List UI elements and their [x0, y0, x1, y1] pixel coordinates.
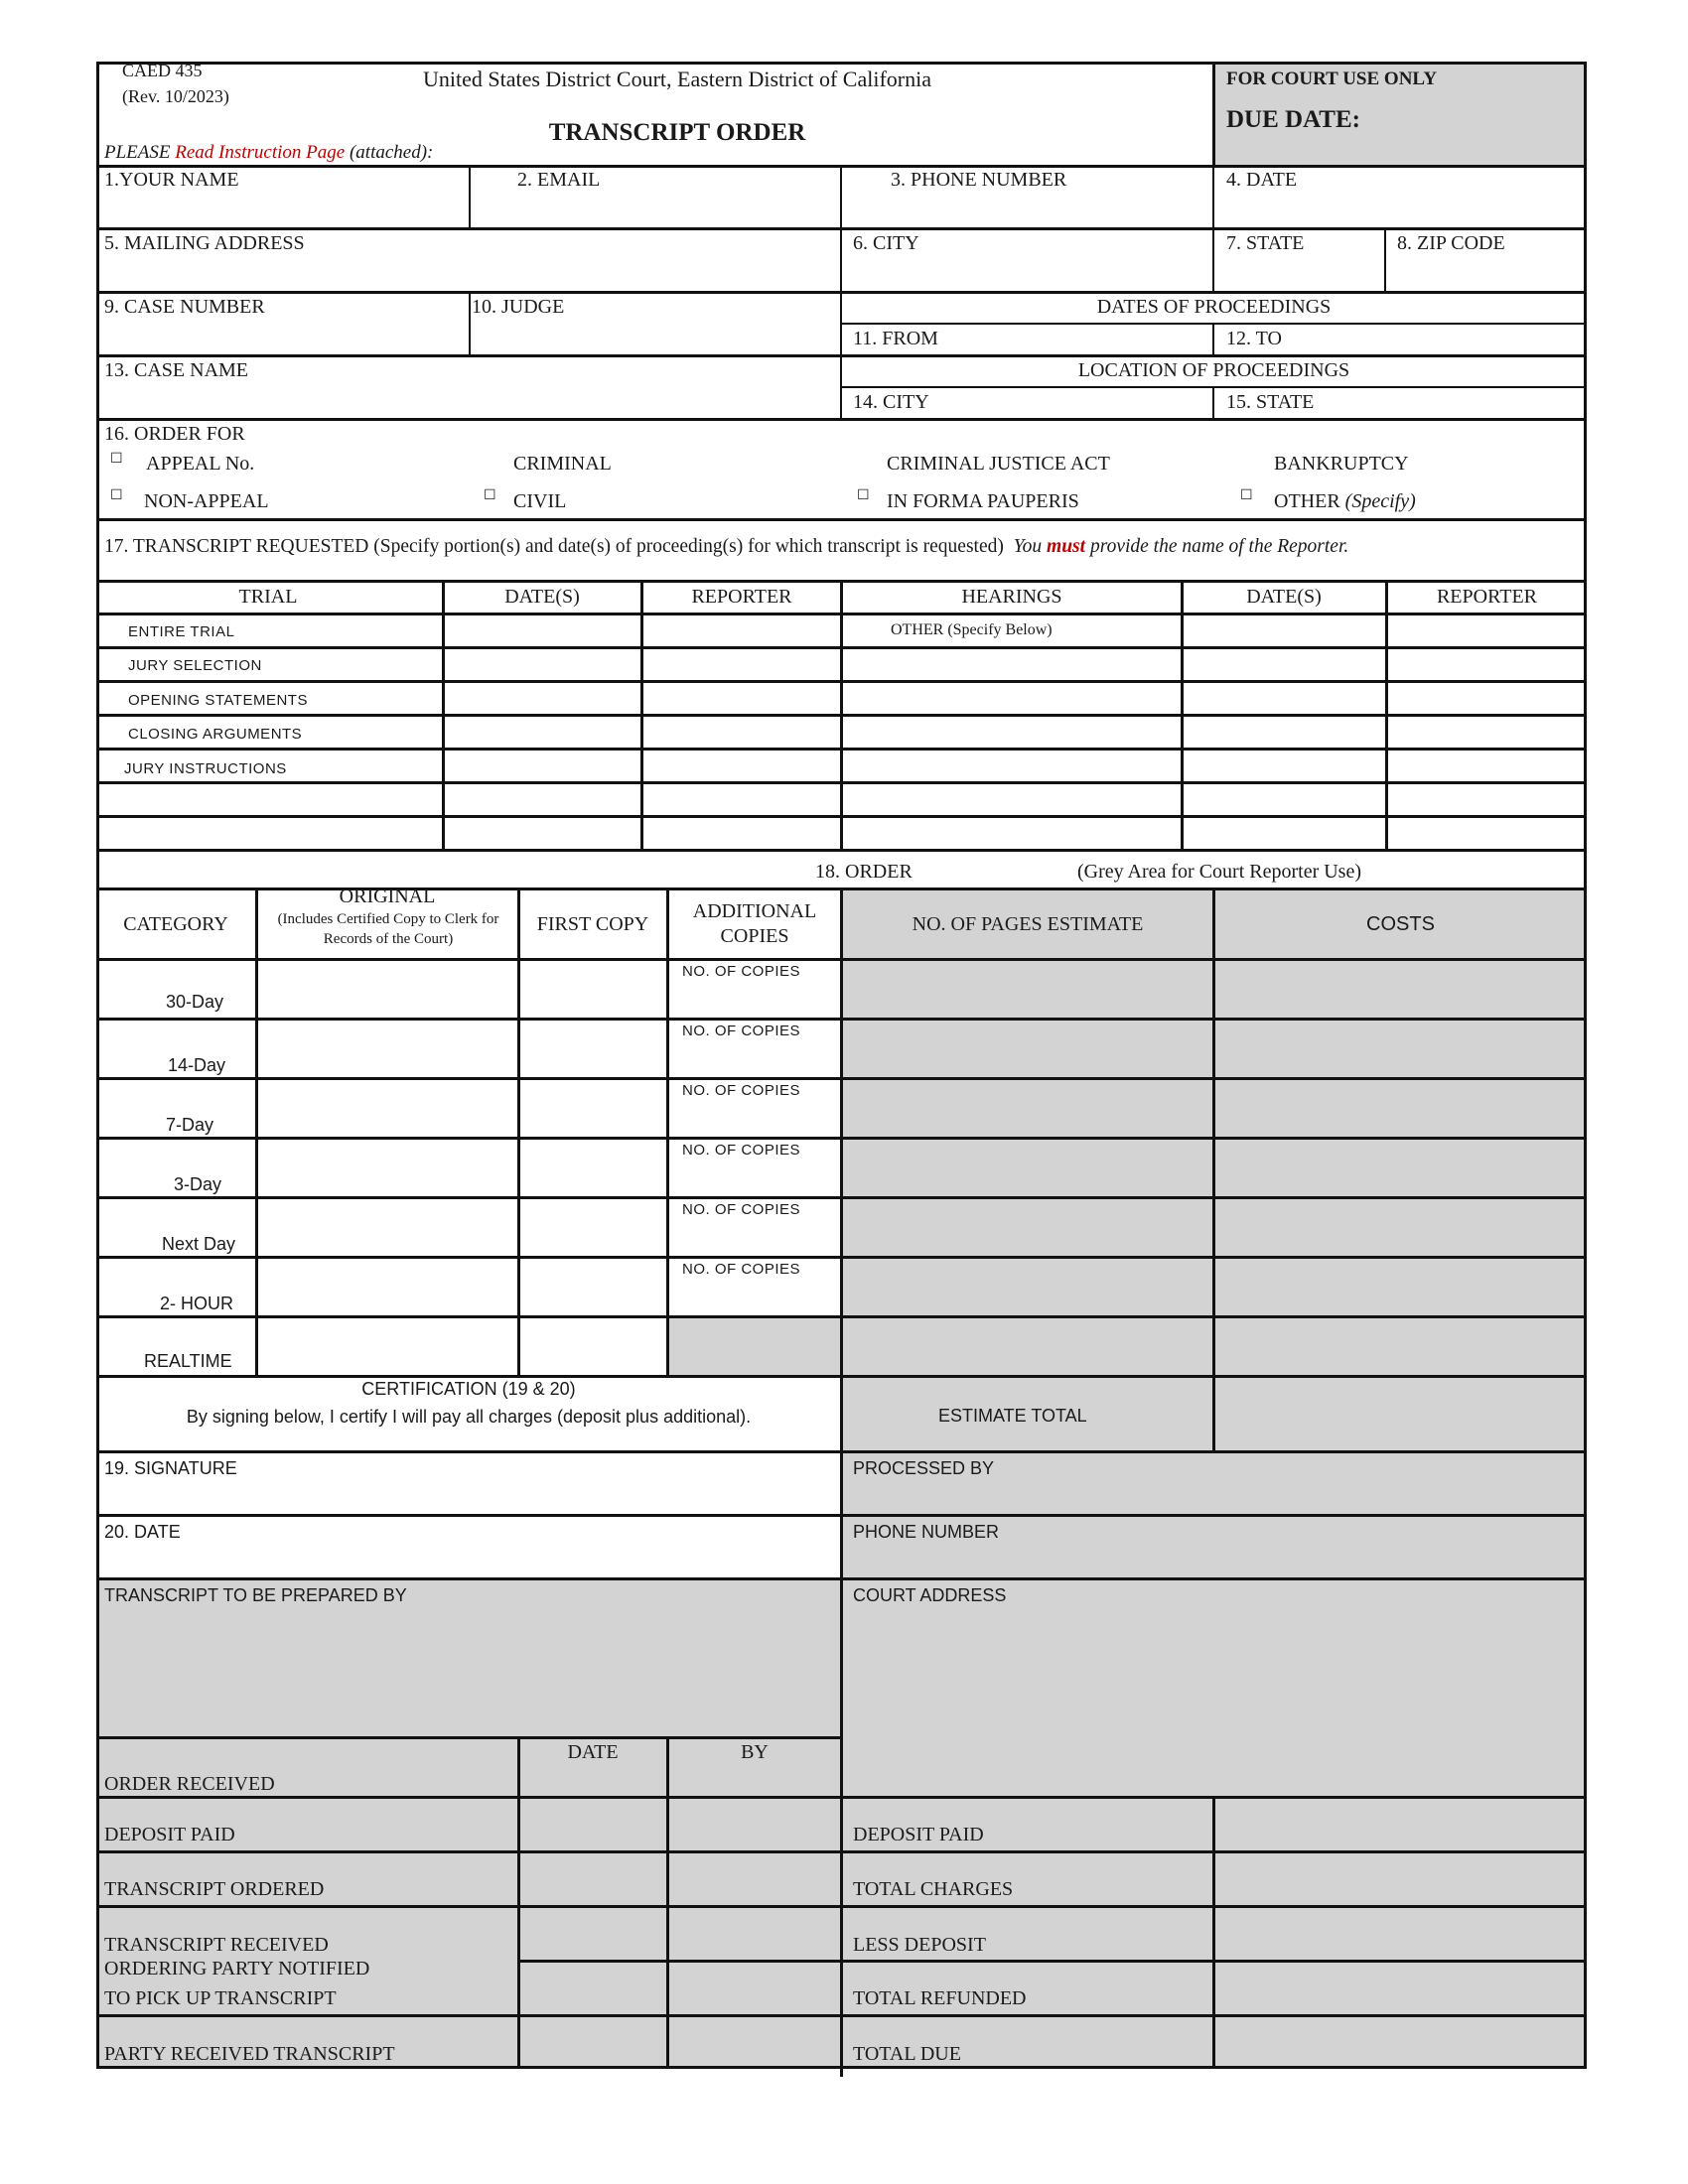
order-for-bankruptcy[interactable]: BANKRUPTCY — [1274, 453, 1409, 475]
signature-field[interactable] — [106, 1481, 831, 1511]
location-city-label: 14. CITY — [853, 391, 929, 413]
order-for-criminal[interactable]: CRIMINAL — [513, 453, 612, 475]
grey-area-note: (Grey Area for Court Reporter Use) — [1077, 861, 1362, 883]
hearings-reporter-header: REPORTER — [1436, 586, 1538, 608]
transcript-order-form: CAED 435 (Rev. 10/2023) United States District Court, Eastern District of California TRANSCRIPT ORDER PLEASE Read Instruction Page (attached): FOR COURT USE ONLY DUE DATE: 1.YOUR NAME 2. EMAIL 3. PHONE NUMBER 4. DATE 5. MAILING ADDRESS 6. CITY 7. STATE 8. ZIP CODE 9. CASE NUMBER 10. JUDGE DATES OF PROCEEDINGS 11. FROM 12. TO 13. CASE NAME LOCATION OF PROCEEDINGS 14. CITY 15. STATE 16. ORDER FOR ☐ APPEAL No. CRIMINAL CRIMINAL JUSTICE ACT BANKRUPTCY ☐ NON-APPEAL ☐ CIVIL ☐ IN FORMA PAUPERIS ☐ OTHER (Specify) 17. TRANSCRIPT REQUESTED (Specify portion(s) and date(s) of proceeding(s) for which transcript is requested) You must provide the name of the Reporter. TRIAL DATE(S) REPORTER HEARINGS DATE(S) REPORTER ENTIRE TRIAL JURY SELECTION OPENING STATEMENTS CLOSING ARGUMENTS JURY INSTRUCTIONS OTHER (Specify Below) 18. ORDER (Grey Area for Court Reporter Use) CATEGORY ORIGINAL (Includes Certified Copy to Clerk for Records of the Court) FIRST COPY ADDITIONAL COPIES NO. OF PAGES ESTIMATE COSTS 30-Day 14-Day 7-Day 3-Day Next Day 2- HOUR REALTIME NO. OF COPIES NO. OF COPIES NO. OF COPIES NO. OF COPIES NO. OF COPIES NO. OF COPIES CERTIFICATION (19 & 20) By signing below, I certify I will pay all charges (deposit plus additional). ESTIMATE TOTAL 19. SIGNATURE PROCESSED BY 20. DATE PHONE NUMBER TRANSCRIPT TO BE PREPARED BY COURT ADDRESS DATE BY ORDER RECEIVED DEPOSIT PAID TRANSCRIPT ORDERED TRANSCRIPT RECEIVED ORDERING PARTY NOTIFIED TO PICK UP TRANSCRIPT PARTY RECEIVED TRANSCRIPT DEPOSIT PAID TOTAL CHARGES LESS DEPOSIT TOTAL REFUNDED TOTAL DUE — [96, 62, 1587, 2069]
state-field[interactable] — [1223, 256, 1382, 286]
signature-label: 19. SIGNATURE — [104, 1458, 237, 1478]
category-header: CATEGORY — [123, 912, 228, 935]
sign-date-label: 20. DATE — [104, 1522, 181, 1542]
tracking-row-party-notified: ORDERING PARTY NOTIFIED — [104, 1958, 370, 1979]
state-label: 7. STATE — [1226, 232, 1305, 254]
case-name-field[interactable] — [106, 385, 831, 415]
estimate-total-label: ESTIMATE TOTAL — [938, 1406, 1087, 1426]
due-date-label: DUE DATE: — [1226, 106, 1360, 133]
no-of-copies-label: NO. OF COPIES — [682, 1082, 801, 1099]
mailing-address-field[interactable] — [106, 256, 831, 286]
court-use-label: FOR COURT USE ONLY — [1226, 68, 1438, 89]
no-of-copies-label: NO. OF COPIES — [682, 1201, 801, 1218]
tracking-row-party-notified-2: TO PICK UP TRANSCRIPT — [104, 1987, 337, 2009]
location-of-proceedings-label: LOCATION OF PROCEEDINGS — [1077, 359, 1350, 381]
phone-number-label: PHONE NUMBER — [853, 1522, 1000, 1542]
ifp-checkbox-icon[interactable]: ☐ — [857, 487, 870, 503]
appeal-checkbox-icon[interactable]: ☐ — [110, 451, 123, 467]
hearings-header: HEARINGS — [961, 586, 1062, 608]
case-number-field[interactable] — [106, 322, 459, 351]
category-14-day: 14-Day — [168, 1055, 226, 1075]
costs-header: COSTS — [1366, 912, 1435, 935]
order-for-label: 16. ORDER FOR — [104, 423, 245, 445]
additional-copies-header: ADDITIONAL COPIES — [692, 900, 817, 947]
case-name-label: 13. CASE NAME — [104, 359, 249, 381]
to-date-field[interactable] — [1288, 326, 1576, 349]
city-label: 6. CITY — [853, 232, 919, 254]
court-address-label: COURT ADDRESS — [853, 1585, 1007, 1605]
right-row-total-refunded: TOTAL REFUNDED — [853, 1987, 1027, 2009]
other-checkbox-icon[interactable]: ☐ — [1240, 487, 1253, 503]
prepared-by-label: TRANSCRIPT TO BE PREPARED BY — [104, 1585, 407, 1605]
tracking-by-header: BY — [741, 1741, 769, 1763]
email-field[interactable] — [479, 193, 831, 222]
location-state-label: 15. STATE — [1226, 391, 1315, 413]
phone-field[interactable] — [851, 193, 1203, 222]
your-name-field[interactable] — [106, 193, 459, 222]
pages-estimate-header: NO. OF PAGES ESTIMATE — [912, 912, 1144, 935]
no-of-copies-label: NO. OF COPIES — [682, 963, 801, 980]
original-header: ORIGINAL — [339, 886, 436, 907]
tracking-row-deposit-paid: DEPOSIT PAID — [104, 1824, 235, 1845]
tracking-row-transcript-received: TRANSCRIPT RECEIVED — [104, 1934, 329, 1956]
case-number-label: 9. CASE NUMBER — [104, 296, 265, 318]
first-copy-header: FIRST COPY — [536, 912, 649, 935]
certification-text: By signing below, I certify I will pay all charges (deposit plus additional). — [186, 1407, 752, 1427]
right-row-less-deposit: LESS DEPOSIT — [853, 1934, 986, 1956]
from-date-field[interactable] — [950, 326, 1203, 349]
category-next-day: Next Day — [162, 1234, 236, 1254]
zip-label: 8. ZIP CODE — [1397, 232, 1505, 254]
form-id: CAED 435 — [122, 61, 203, 80]
phone-label: 3. PHONE NUMBER — [891, 169, 1067, 191]
date-label: 4. DATE — [1226, 169, 1298, 191]
no-of-copies-label: NO. OF COPIES — [682, 1261, 801, 1278]
tracking-date-header: DATE — [567, 1741, 619, 1763]
right-row-total-charges: TOTAL CHARGES — [853, 1878, 1014, 1900]
tracking-row-order-received: ORDER RECEIVED — [104, 1773, 275, 1795]
table-row: JURY SELECTION — [128, 657, 262, 674]
location-city-field[interactable] — [950, 389, 1203, 413]
to-label: 12. TO — [1226, 328, 1282, 349]
page-title: TRANSCRIPT ORDER — [548, 119, 806, 146]
category-7-day: 7-Day — [166, 1115, 214, 1135]
sign-date-field[interactable] — [106, 1545, 831, 1574]
trial-dates-header: DATE(S) — [504, 586, 580, 608]
category-3-day: 3-Day — [174, 1174, 222, 1194]
tracking-row-party-received: PARTY RECEIVED TRANSCRIPT — [104, 2043, 395, 2065]
right-row-total-due: TOTAL DUE — [853, 2043, 961, 2065]
order-section-title: 18. ORDER — [815, 861, 913, 883]
certification-title: CERTIFICATION (19 & 20) — [361, 1379, 576, 1399]
trial-reporter-header: REPORTER — [691, 586, 792, 608]
order-for-cja[interactable]: CRIMINAL JUSTICE ACT — [887, 453, 1110, 475]
civil-checkbox-icon[interactable]: ☐ — [484, 487, 496, 503]
from-label: 11. FROM — [853, 328, 938, 349]
your-name-label: 1.YOUR NAME — [104, 169, 239, 191]
dates-of-proceedings-label: DATES OF PROCEEDINGS — [1096, 296, 1332, 318]
hearings-dates-header: DATE(S) — [1246, 586, 1322, 608]
email-label: 2. EMAIL — [517, 169, 601, 191]
category-realtime: REALTIME — [144, 1351, 232, 1371]
instruction-link[interactable]: Read Instruction Page — [175, 142, 346, 163]
trial-header: TRIAL — [238, 586, 298, 608]
form-revision: (Rev. 10/2023) — [122, 86, 229, 106]
category-30-day: 30-Day — [166, 992, 224, 1012]
non-appeal-checkbox-icon[interactable]: ☐ — [110, 487, 123, 503]
original-note: (Includes Certified Copy to Clerk for Records of the Court) — [277, 911, 499, 948]
table-row: JURY INSTRUCTIONS — [124, 760, 287, 777]
no-of-copies-label: NO. OF COPIES — [682, 1023, 801, 1039]
mailing-address-label: 5. MAILING ADDRESS — [104, 232, 305, 254]
zip-field[interactable] — [1392, 256, 1581, 286]
judge-field[interactable] — [479, 322, 831, 351]
table-row: ENTIRE TRIAL — [128, 623, 235, 640]
category-2-hour: 2- HOUR — [160, 1294, 234, 1313]
other-hearings-label: OTHER (Specify Below) — [891, 621, 1053, 638]
table-row: OPENING STATEMENTS — [128, 692, 308, 709]
tracking-row-transcript-ordered: TRANSCRIPT ORDERED — [104, 1878, 325, 1900]
transcript-requested-text: 17. TRANSCRIPT REQUESTED (Specify portion(s) and date(s) of proceeding(s) for which transcript is requested) You must provide the name of the Reporter. — [104, 536, 1349, 557]
date-field[interactable] — [1223, 193, 1576, 222]
table-row: CLOSING ARGUMENTS — [128, 726, 303, 743]
no-of-copies-label: NO. OF COPIES — [682, 1142, 801, 1159]
city-field[interactable] — [851, 256, 1203, 286]
judge-label: 10. JUDGE — [472, 296, 565, 318]
location-state-field[interactable] — [1328, 389, 1576, 413]
right-row-deposit-paid: DEPOSIT PAID — [853, 1824, 984, 1845]
processed-by-label: PROCESSED BY — [853, 1458, 995, 1478]
estimate-total-field[interactable] — [1218, 1382, 1581, 1447]
instruction-note: PLEASE Read Instruction Page (attached): — [104, 142, 434, 163]
court-name: United States District Court, Eastern District of California — [422, 67, 931, 91]
